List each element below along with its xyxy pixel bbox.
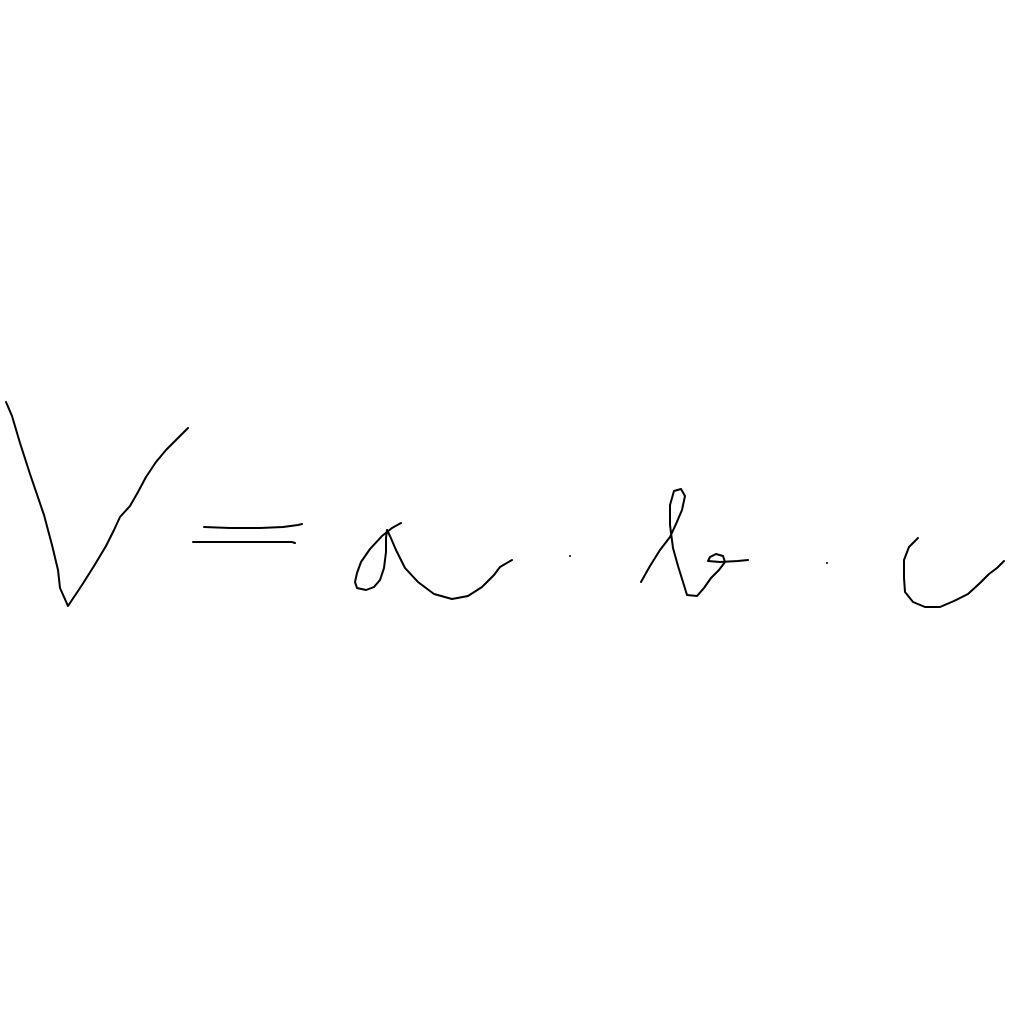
- stroke-letter-a: [355, 523, 512, 599]
- stroke-equals-top: [204, 524, 302, 528]
- stroke-letter-c: [904, 538, 1004, 607]
- ink-dot-1: [569, 555, 571, 557]
- stroke-equals-bottom: [193, 542, 295, 543]
- stroke-letter-V: [6, 402, 188, 606]
- ink-dot-2: [826, 562, 828, 564]
- stroke-letter-b: [641, 489, 748, 596]
